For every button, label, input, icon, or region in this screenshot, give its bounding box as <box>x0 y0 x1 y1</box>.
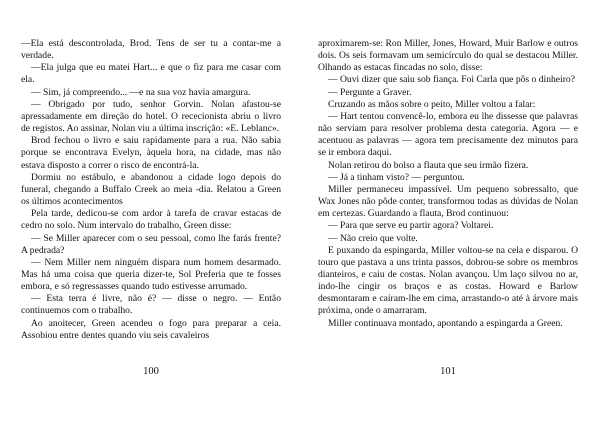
paragraph: — Hart tentou convencê-lo, embora eu lhe dissesse que palavras não serviam para resolver problema desta categoria. Agora — e acentuou as palavras — agora tem precisamente dez minutos para se ir embora daqui. <box>318 110 578 159</box>
page-number-right: 101 <box>440 366 456 377</box>
paragraph: E puxando da espingarda, Miller voltou-se na cela e disparou. O touro que pastava a uns trinta passos, dobrou-se sobre os membros dianteiros, e caiu de costas. Nolan avançou. Um laço silvou no ar, indo-lhe cingir os braços e as costas. Howard e Barlow desmontaram e caíram-lhe em cima, arrastando-o até à árvore mais próxima, onde o amarraram. <box>318 244 578 317</box>
paragraph: Brod fechou o livro e saiu rapidamente para a rua. Não sabia porque se encontrava Evelyn, àquela hora, na cidade, mas não estava disposto a correr o risco de encontrá-la. <box>21 135 281 171</box>
paragraph: — Não creio que volte. <box>328 232 418 244</box>
paragraph: Pela tarde, dedicou-se com ardor à tarefa de cravar estacas de cedro no solo. Num intervalo do trabalho, Green disse: <box>21 208 281 232</box>
paragraph: Ao anoitecer, Green acendeu o fogo para preparar a ceia. Assobiou entre dentes quando viu seis cavaleiros <box>21 317 281 341</box>
paragraph: —Ela julga que eu matei Hart... e que o fiz para me casar com ela. <box>21 62 281 86</box>
paragraph: Cruzando as mãos sobre o peito, Miller voltou a falar: <box>328 98 536 110</box>
paragraph: — Pergunte a Graver. <box>328 86 412 98</box>
paragraph: Nolan retirou do bolso a flauta que seu irmão fizera. <box>328 159 529 171</box>
paragraph: —Ela está descontrolada, Brod. Tens de ser tu a contar-me a verdade. <box>21 38 281 62</box>
paragraph: — Ouvi dizer que saiu sob fiança. Foi Carla que pôs o dinheiro? <box>328 74 575 86</box>
paragraph: Dormiu no estábulo, e abandonou a cidade logo depois do funeral, chegando a Buffalo Creek ao meia -dia. Relatou a Green os últimos acontecimentos <box>21 171 281 208</box>
paragraph: Miller permaneceu impassível. Um pequeno sobressalto, que Wax Jones não pôde conter, transformou todas as dúvidas de Nolan em certezas. Guardando a flauta, Brod continuou: <box>318 183 578 220</box>
page-number-left: 100 <box>143 366 159 377</box>
paragraph: — Para que serve eu partir agora? Voltarei. <box>328 220 494 232</box>
paragraph: — Já a tinham visto? — perguntou. <box>328 171 465 183</box>
paragraph: Miller continuava montado, apontando a espingarda a Green. <box>328 317 563 329</box>
paragraph: aproximarem-se: Ron Miller, Jones, Howard, Muir Barlow e outros dois. Os seis formavam um semicírculo do qual se destacou Miller. Olhando as estacas fincadas no solo, disse: <box>318 38 578 74</box>
paragraph: — Esta terra é livre, não é? — disse o negro. — Então continuemos com o trabalho. <box>21 293 281 317</box>
paragraph: — Sim, já compreendo... —e na sua voz havia amargura. <box>31 86 251 98</box>
paragraph: — Nem Miller nem ninguém dispara num homem desarmado. Mas há uma coisa que queria dizer-te, Sol Preferia que te fosses embora, e só regressasses quando tudo estivesse arrumado. <box>21 256 281 293</box>
paragraph: — Se Miller aparecer com o seu pessoal, como lhe farás frente? A pedrada? <box>21 232 281 256</box>
paragraph: — Obrigado por tudo, senhor Gorvin. Nolan afastou-se apressadamente em direção do hotel. O rececionista abriu o livro de registos. Ao assinar, Nolan viu a última inscrição: «E. Leblanc». <box>21 98 281 135</box>
